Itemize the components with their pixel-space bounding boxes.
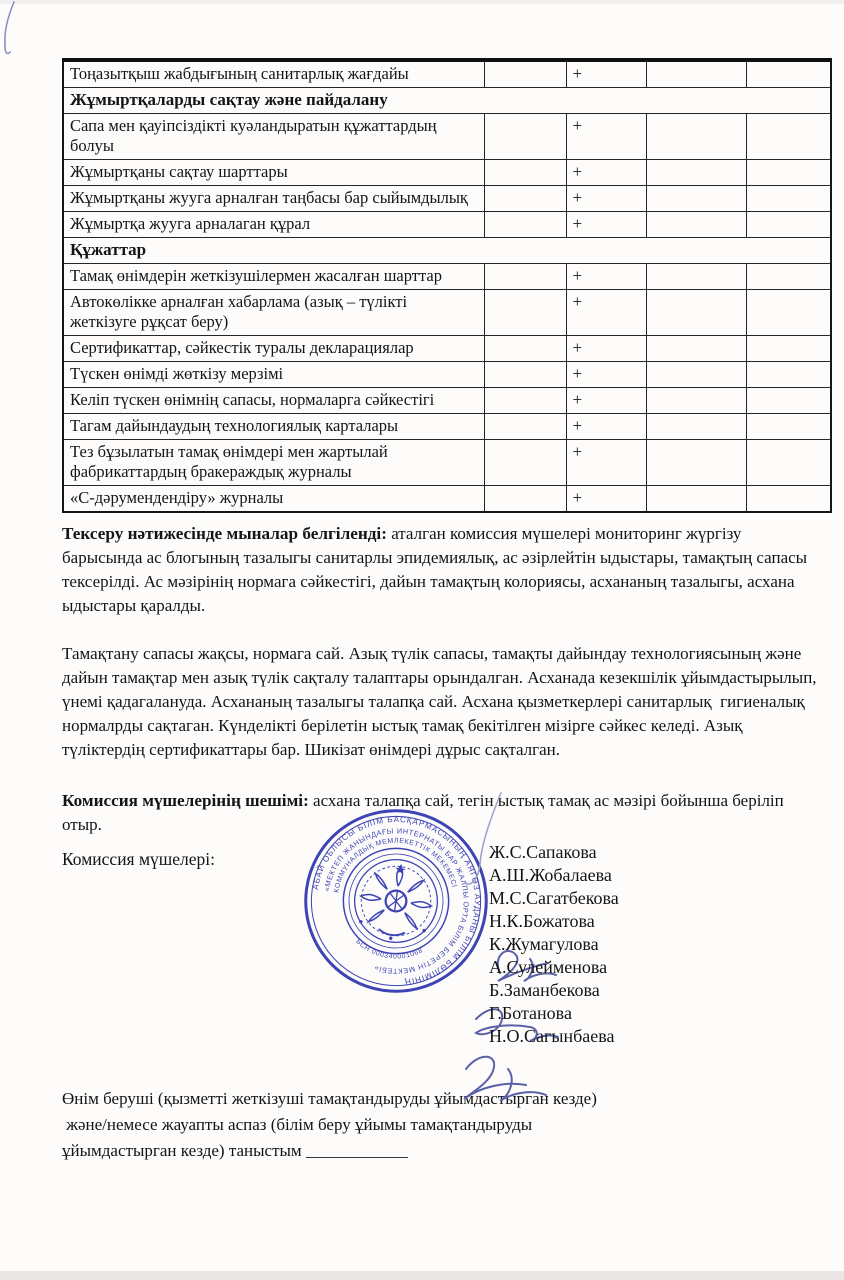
commission-member-name: К.Жумагулова xyxy=(489,934,599,954)
plus-mark-cell: + xyxy=(566,60,646,88)
table-row xyxy=(63,414,831,440)
empty-mark-cell xyxy=(484,362,566,388)
inspection-result-paragraph xyxy=(62,522,824,618)
commission-member-name: Н.О.Сагынбаева xyxy=(489,1026,615,1046)
stamp-bin-text: БСН 000340001068 xyxy=(354,938,425,961)
empty-mark-cell xyxy=(484,336,566,362)
section-label-cell: Құжаттар xyxy=(63,238,831,264)
row-label-cell: «С-дәрумендендіру» журналы xyxy=(63,486,484,513)
pen-corner-mark xyxy=(0,0,42,64)
empty-mark-cell xyxy=(746,388,831,414)
empty-mark-cell xyxy=(746,440,831,486)
commission-member-name: Г.Ботанова xyxy=(489,1003,572,1023)
row-label-cell: Сапа мен қауіпсіздікті куәландыратын құжаттардың болуы xyxy=(63,114,484,160)
empty-mark-cell xyxy=(646,290,746,336)
row-label-cell: Тоңазытқыш жабдығының санитарлық жағдайы xyxy=(63,60,484,88)
empty-mark-cell xyxy=(646,60,746,88)
empty-mark-cell xyxy=(746,414,831,440)
row-label-cell: Тез бұзылатын тамақ өнімдері мен жартылай фабрикаттардың бракераждық журналы xyxy=(63,440,484,486)
empty-mark-cell xyxy=(646,486,746,513)
plus-mark-cell: + xyxy=(566,388,646,414)
plus-mark-cell: + xyxy=(566,440,646,486)
table-row xyxy=(63,440,831,486)
empty-mark-cell xyxy=(746,362,831,388)
plus-mark-cell: + xyxy=(566,362,646,388)
quality-paragraph: Тамақтану сапасы жақсы, нормага сай. Азық түлік сапасы, тамақты дайындау технологиясының және дайын тамақтар мен азық түлік сақталу талаптары орындалган. Асханада кезекшілік ұйымдастырылып, үнемі қадагалануда. Асхананың тазалыгы талапқа сай. Асхана қызметкерлері санитарлық гигиеналық нормалрды сақтаган. Күнделікті берілетін ыстық тамақ бекітілген мізірге сәйкес келеді. Азық түліктердің сертификаттары бар. Шикізат өнімдері дұрыс сақталган. xyxy=(62,644,821,759)
stamp-ring-outer-text: АБАЙ ОБЛЫСЫ БІЛІМ БАСҚАРМАСЫНЫҢ АЯГӨЗ АУДАНЫ БІЛІМ БӨЛІМІНІҢ xyxy=(310,815,483,987)
decision-heading: Комиссия мүшелерінің шешімі: xyxy=(62,791,309,810)
table-row xyxy=(63,264,831,290)
plus-mark-cell: + xyxy=(566,114,646,160)
checklist-body xyxy=(63,60,831,512)
commission-signatures-block xyxy=(62,815,830,1084)
sanitary-checklist-table xyxy=(62,58,832,513)
stamp-ring-middle-text: «МЕКТЕП ЖАНЫНДАҒЫ ИНТЕРНАТЫ БАР ЖАЛПЫ ОРТА БІЛІМ БЕРЕТІН МЕКТЕБІ» xyxy=(322,826,471,976)
empty-mark-cell xyxy=(484,486,566,513)
row-label-cell: Келіп түскен өнімнің сапасы, нормаларга сәйкестігі xyxy=(63,388,484,414)
plus-mark-cell: + xyxy=(566,414,646,440)
empty-mark-cell xyxy=(484,264,566,290)
plus-mark-cell: + xyxy=(566,264,646,290)
empty-mark-cell xyxy=(484,160,566,186)
table-row xyxy=(63,114,831,160)
row-label-cell: Жұмыртқаны жууга арналған таңбасы бар сыйымдылық xyxy=(63,186,484,212)
result-body: аталган комиссия мүшелері мониторинг жүргізу барысында ас блогының тазалыгы санитарлы эпидемиялық, ас әзірлейтін ыдыстары, тамақтың сапасы тексерілді. Ас мәзірінің нормага сәйкестігі, дайын тамақтың колориясы, асхананың тазалыгы, асхана ыдыстары қаралды. xyxy=(62,524,812,615)
empty-mark-cell xyxy=(484,440,566,486)
commission-member-name: Н.К.Божатова xyxy=(489,911,595,931)
decision-body: асхана талапқа сай, тегін ыстық тамақ ас мәзірі бойынша беріліп отыр. xyxy=(62,791,788,834)
commission-members-list xyxy=(489,841,619,1048)
table-row xyxy=(63,336,831,362)
table-row xyxy=(63,362,831,388)
footer-line: Өнім беруші (қызметті жеткізуші тамақтандыруды ұйымдастырган кезде) xyxy=(62,1089,597,1108)
stamp-ring-inner-text: КОММУНАЛДЫҚ МЕМЛЕКЕТТІК МЕКЕМЕСІ xyxy=(333,837,458,894)
table-row xyxy=(63,486,831,513)
plus-mark-cell: + xyxy=(566,290,646,336)
commission-member-name: А.Ш.Жобалаева xyxy=(489,865,612,885)
empty-mark-cell xyxy=(646,388,746,414)
table-row xyxy=(63,290,831,336)
empty-mark-cell xyxy=(484,60,566,88)
empty-mark-cell xyxy=(646,114,746,160)
footer-line: және/немесе жауапты аспаз (білім беру ұйымы тамақтандыруды xyxy=(62,1115,533,1134)
empty-mark-cell xyxy=(746,264,831,290)
empty-mark-cell xyxy=(646,336,746,362)
commission-member-name: Б.Заманбекова xyxy=(489,980,600,1000)
empty-mark-cell xyxy=(484,414,566,440)
empty-mark-cell xyxy=(746,186,831,212)
empty-mark-cell xyxy=(484,290,566,336)
row-label-cell: Тагам дайындаудың технологиялық карталары xyxy=(63,414,484,440)
empty-mark-cell xyxy=(484,212,566,238)
table-row xyxy=(63,212,831,238)
table-row xyxy=(63,60,831,88)
row-label-cell: Жұмыртқаны сақтау шарттары xyxy=(63,160,484,186)
row-label-cell: Түскен өнімді жөткізу мерзімі xyxy=(63,362,484,388)
plus-mark-cell: + xyxy=(566,486,646,513)
result-heading: Тексеру нәтижесінде мыналар белгіленді: xyxy=(62,524,387,543)
commission-member-name: Ж.С.Сапакова xyxy=(489,842,597,862)
section-label-cell: Жұмыртқаларды сақтау және пайдалану xyxy=(63,88,831,114)
table-section-row xyxy=(63,88,831,114)
empty-mark-cell xyxy=(484,186,566,212)
footer-line: ұйымдастырган кезде) таныстым ____________ xyxy=(62,1141,408,1160)
plus-mark-cell: + xyxy=(566,160,646,186)
empty-mark-cell xyxy=(646,414,746,440)
stamp-emblem xyxy=(349,854,442,947)
commission-members-label: Комиссия мүшелері: xyxy=(62,849,216,869)
empty-mark-cell xyxy=(646,440,746,486)
empty-mark-cell xyxy=(746,290,831,336)
empty-mark-cell xyxy=(746,160,831,186)
row-label-cell: Автокөлікке арналған хабарлама (азық – түлікті жеткізуге рұқсат беру) xyxy=(63,290,484,336)
empty-mark-cell xyxy=(646,264,746,290)
table-section-row xyxy=(63,238,831,264)
row-label-cell: Тамақ өнімдерін жеткізушілермен жасалған шарттар xyxy=(63,264,484,290)
empty-mark-cell xyxy=(484,388,566,414)
row-label-cell: Сертификаттар, сәйкестік туралы декларациялар xyxy=(63,336,484,362)
empty-mark-cell xyxy=(646,186,746,212)
empty-mark-cell xyxy=(646,212,746,238)
empty-mark-cell xyxy=(746,114,831,160)
plus-mark-cell: + xyxy=(566,186,646,212)
table-row xyxy=(63,160,831,186)
empty-mark-cell xyxy=(646,362,746,388)
row-label-cell: Жұмыртқа жууга арналаган құрал xyxy=(63,212,484,238)
commission-member-name: М.С.Сагатбекова xyxy=(489,888,619,908)
plus-mark-cell: + xyxy=(566,212,646,238)
empty-mark-cell xyxy=(746,486,831,513)
plus-mark-cell: + xyxy=(566,336,646,362)
table-row xyxy=(63,186,831,212)
table-row xyxy=(63,388,831,414)
empty-mark-cell xyxy=(484,114,566,160)
empty-mark-cell xyxy=(746,60,831,88)
empty-mark-cell xyxy=(746,212,831,238)
empty-mark-cell xyxy=(646,160,746,186)
empty-mark-cell xyxy=(746,336,831,362)
commission-member-name: А.Сулейменова xyxy=(489,957,608,977)
